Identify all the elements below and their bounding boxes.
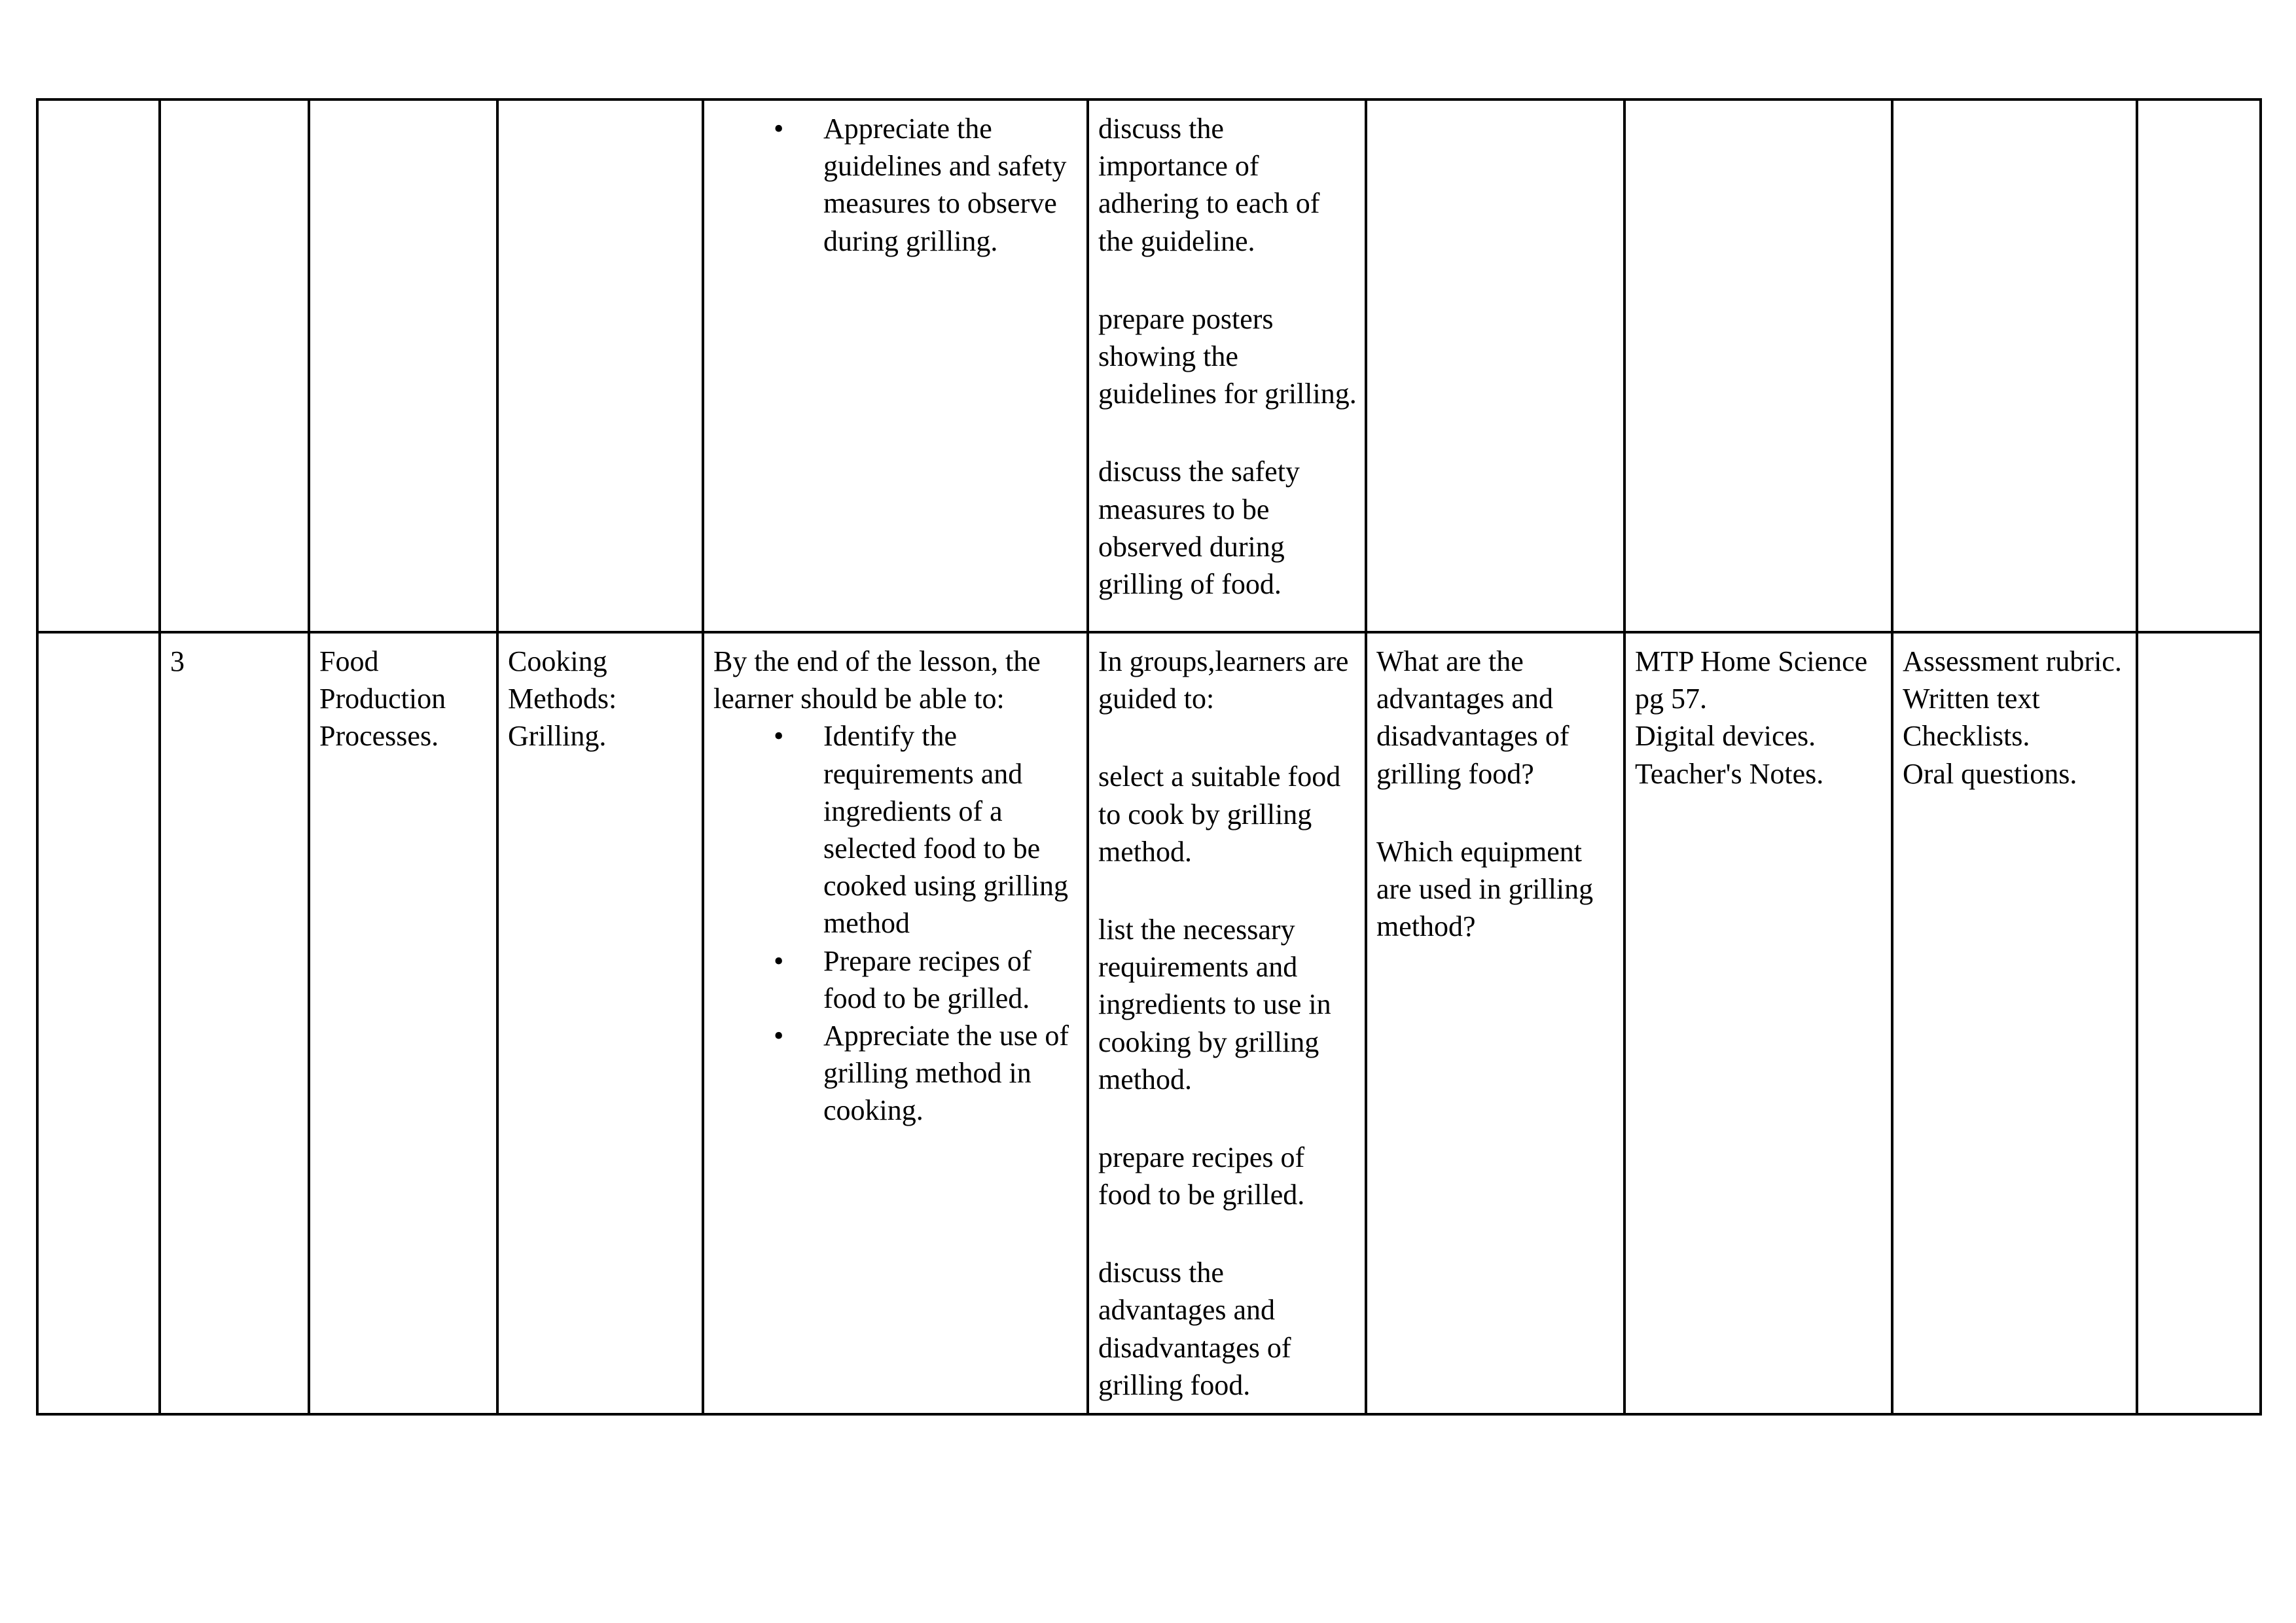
cell-objectives — [703, 632, 1088, 1414]
cell-activities-continuation — [1088, 99, 1366, 632]
cell-objectives-continuation — [703, 99, 1088, 632]
activity-paragraph: select a suitable food to cook by grilling method. — [1098, 760, 1341, 868]
cell-reflection-empty — [2137, 99, 2261, 632]
activity-paragraph: discuss the importance of adhering to each of the guideline. — [1098, 113, 1320, 257]
activity-paragraph: list the necessary requirements and ingredients to use in cooking by grilling method. — [1098, 913, 1331, 1096]
activity-paragraph: prepare recipes of food to be grilled. — [1098, 1141, 1305, 1211]
cell-key-questions-empty — [1366, 99, 1624, 632]
objectives-bullet-list — [713, 717, 1079, 1129]
cell-topic-empty — [309, 99, 497, 632]
cell-resources — [1624, 632, 1892, 1414]
cell-week-empty — [37, 99, 160, 632]
table-row-continuation — [37, 99, 2261, 632]
resource-item: Teacher's Notes. — [1635, 757, 1824, 790]
key-question: What are the advantages and disadvantages of grilling food? — [1376, 645, 1570, 790]
activity-paragraph: discuss the advantages and disadvantages of grilling food. — [1098, 1257, 1291, 1401]
cell-assessment — [1892, 632, 2137, 1414]
resource-item: Digital devices. — [1635, 720, 1816, 753]
topic-text: Food Production Processes. — [319, 645, 446, 753]
cell-lesson-number — [160, 632, 309, 1414]
assessment-item: Assessment rubric. — [1903, 645, 2122, 677]
objectives-bullet-list — [713, 110, 1079, 260]
cell-subtopic — [497, 632, 703, 1414]
objective-item: • Appreciate the guidelines and safety measures to observe during grilling. — [713, 110, 1079, 260]
lesson-number: 3 — [170, 645, 185, 677]
key-question: Which equipment are used in grilling method? — [1376, 835, 1594, 943]
activity-paragraph: discuss the safety measures to be observed during grilling of food. — [1098, 455, 1300, 600]
cell-lesson-number-empty — [160, 99, 309, 632]
cell-activities — [1088, 632, 1366, 1414]
cell-subtopic-empty — [497, 99, 703, 632]
objectives-intro: By the end of the lesson, the learner should be able to: — [713, 645, 1041, 715]
cell-assessment-empty — [1892, 99, 2137, 632]
objective-item: • Prepare recipes of food to be grilled. — [713, 942, 1079, 1017]
lesson-plan-table — [36, 98, 2262, 1416]
cell-week-empty — [37, 632, 160, 1414]
cell-resources-empty — [1624, 99, 1892, 632]
assessment-item: Written text — [1903, 683, 2040, 715]
resource-item: MTP Home Science pg 57. — [1635, 645, 1868, 715]
subtopic-text: Cooking Methods: Grilling. — [508, 645, 617, 753]
cell-reflection-empty — [2137, 632, 2261, 1414]
activity-paragraph: In groups,learners are guided to: — [1098, 645, 1349, 715]
assessment-item: Checklists. — [1903, 720, 2030, 753]
activity-paragraph: prepare posters showing the guidelines for grilling. — [1098, 302, 1357, 410]
cell-key-questions — [1366, 632, 1624, 1414]
assessment-item: Oral questions. — [1903, 757, 2077, 790]
table-row-lesson — [37, 632, 2261, 1414]
objective-item: • Appreciate the use of grilling method in cooking. — [713, 1017, 1079, 1130]
cell-topic — [309, 632, 497, 1414]
objective-item: • Identify the requirements and ingredients of a selected food to be cooked using grilling method — [713, 717, 1079, 942]
